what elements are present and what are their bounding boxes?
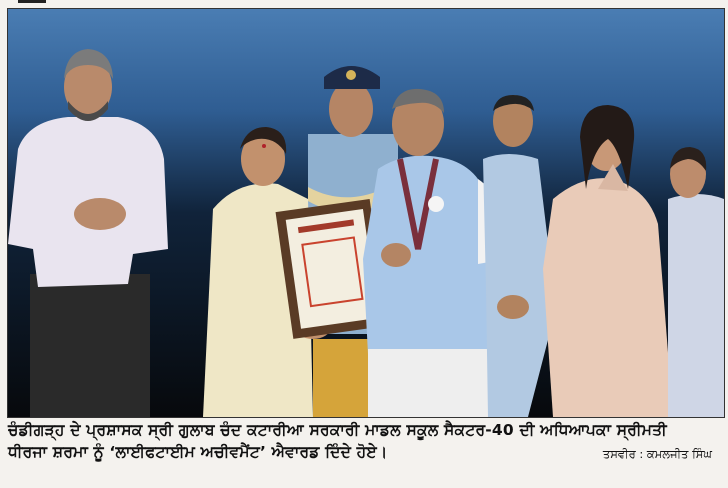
clipping-mark [18,0,46,3]
clipping-top-edge [0,0,728,8]
award-ceremony-photo [8,9,724,417]
photo-credit: ਤਸਵੀਰ : ਕਮਲਜੀਤ ਸਿੰਘ [602,447,712,461]
news-photo [7,8,725,418]
caption-line-2: ਧੀਰਜਾ ਸ਼ਰਮਾ ਨੂੰ ‘ਲਾਈਫਟਾਈਮ ਅਚੀਵਮੈਂਟ’ ਐਵਾਰਡ ਦਿੰਦੇ ਹੋਏ। [8,443,388,461]
cropped-article-text [0,476,728,488]
caption-line-1: ਚੰਡੀਗੜ੍ਹ ਦੇ ਪ੍ਰਸ਼ਾਸਕ ਸ੍ਰੀ ਗੁਲਾਬ ਚੰਦ ਕਟਾਰੀਆ ਸਰਕਾਰੀ ਮਾਡਲ ਸਕੂਲ ਸੈਕਟਰ-40 ਦੀ ਅਧਿਆਪਕਾ ਸ੍ਰੀਮਤੀ [8,421,667,439]
